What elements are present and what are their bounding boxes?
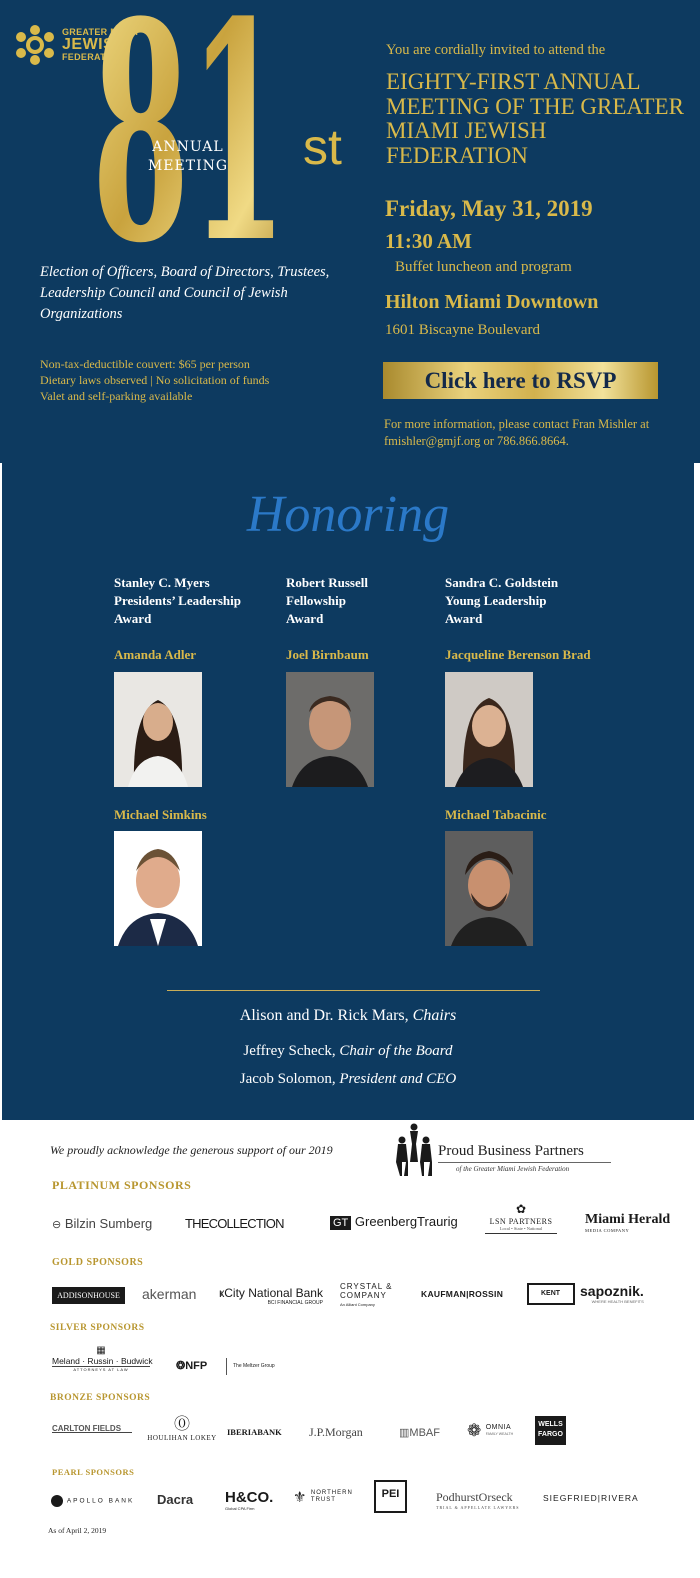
sponsor-logo-mbaf — [399, 1426, 440, 1439]
sponsor-logo-nfp — [176, 1359, 207, 1372]
sponsor-subline: MEDIA COMPANY — [585, 1228, 630, 1233]
sponsor-subline: Global CPA Firm — [225, 1506, 255, 1511]
award-line: Award — [286, 611, 324, 626]
sponsor-name: LSN PARTNERS — [489, 1217, 553, 1226]
annual-line-2: MEETING — [147, 158, 229, 174]
cnb-icon: ҝ — [219, 1286, 225, 1300]
rsvp-button[interactable]: Click here to RSVP — [383, 362, 658, 399]
sponsor-logo-siegfried: SIEGFRIED|RIVERA — [543, 1493, 639, 1503]
sponsor-name: NORTHERN TRUST — [310, 1490, 353, 1503]
chairs-line — [2, 1007, 694, 1025]
silver-label: SILVER SPONSORS — [50, 1323, 145, 1333]
sponsors-section — [0, 1120, 700, 1578]
award-line: Fellowship — [286, 593, 346, 608]
sponsor-name: Meland · Russin · Budwick — [52, 1356, 153, 1366]
sponsor-name: sapoznik. — [580, 1283, 644, 1299]
buffet-line: Buffet luncheon and program — [395, 259, 572, 275]
honoree-name: Amanda Adler — [114, 647, 196, 662]
sponsor-name: OMNIA — [485, 1424, 512, 1431]
sponsor-subline: Local • State • National — [499, 1226, 543, 1231]
meeting-title: EIGHTY-FIRST ANNUAL MEETING OF THE GREATER MIAMI JEWISH FEDERATION — [386, 69, 684, 168]
chairs-role: Chairs — [412, 1007, 457, 1024]
chairs-names: Alison and Dr. Rick Mars, — [239, 1007, 409, 1024]
award-line: Award — [445, 611, 483, 626]
contact-info: For more information, please contact Fran Mishler at fmishler@gmjf.org or 786.866.8664. — [384, 417, 650, 448]
annual-line-1: ANNUAL — [152, 139, 224, 155]
award-line: Young Leadership — [445, 593, 547, 608]
award-myers — [114, 574, 284, 628]
business-partners-icon — [392, 1122, 436, 1176]
as-of-date: As of April 2, 2019 — [48, 1526, 107, 1535]
sponsor-logo-hco — [225, 1489, 273, 1511]
ceo-line — [2, 1071, 694, 1088]
sponsor-subline: ATTORNEYS AT LAW — [52, 1366, 150, 1372]
logo-line-1: GREATER MIAMI — [62, 27, 139, 37]
acknowledgement-text: We proudly acknowledge the generous support of our 2019 — [50, 1143, 333, 1157]
sponsor-logo-addison: ADDISONHOUSE — [52, 1287, 125, 1304]
honoree-photo — [286, 672, 374, 787]
star-logo-icon — [12, 24, 58, 66]
numeral-8: 81 — [92, 0, 287, 255]
venue-address: 1601 Biscayne Boulevard — [385, 322, 540, 338]
ordinal-suffix: st — [303, 119, 342, 175]
annual-meeting-label — [128, 138, 248, 176]
honoree-photo — [114, 831, 202, 946]
sponsor-logo-the-collection: THECOLLECTION — [185, 1216, 284, 1231]
portrait-icon — [445, 831, 533, 946]
partners-title: Proud Business Partners — [438, 1143, 584, 1159]
award-line: Award — [114, 611, 152, 626]
portrait-icon — [114, 831, 202, 946]
sponsor-logo-kent: KENT — [527, 1283, 575, 1305]
sponsor-name: Miami Herald — [585, 1212, 671, 1227]
honoring-section — [2, 463, 694, 1120]
omnia-icon: ❁ — [467, 1421, 482, 1440]
sponsor-logo-sapoznik — [580, 1283, 644, 1304]
northern-trust-icon: ⚜ — [293, 1489, 307, 1506]
portrait-icon — [114, 672, 202, 787]
logo-line-2: JEWISH — [62, 36, 127, 53]
honoree-name: Michael Simkins — [114, 807, 207, 822]
section-divider — [167, 990, 540, 991]
board-chair-line — [2, 1043, 694, 1060]
platinum-label: PLATINUM SPONSORS — [52, 1178, 192, 1192]
sponsor-name: H&CO. — [225, 1489, 274, 1506]
board-chair-role: Chair of the Board — [339, 1043, 453, 1059]
portrait-icon — [445, 672, 533, 787]
honoree-photo — [445, 831, 533, 946]
sponsor-name: City National Bank — [224, 1286, 323, 1300]
sponsor-name: Bilzin Sumberg — [64, 1216, 153, 1231]
ceo-role: President and CEO — [339, 1071, 457, 1087]
sponsor-logo-meland — [52, 1345, 153, 1372]
award-goldstein — [445, 574, 615, 628]
event-date: Friday, May 31, 2019 — [385, 196, 593, 221]
award-line: Robert Russell — [286, 575, 368, 590]
sponsor-name: GreenbergTraurig — [354, 1214, 458, 1229]
dietary-line: Dietary laws observed | No solicitation of funds — [40, 373, 270, 387]
nfp-icon: ❂ — [176, 1360, 186, 1372]
sponsor-name: HOULIHAN LOKEY — [147, 1434, 217, 1442]
sponsor-logo-kaufman: KAUFMAN|ROSSIN — [421, 1289, 504, 1299]
sponsor-subline: FAMILY WEALTH — [485, 1432, 514, 1436]
invite-line: You are cordially invited to attend the — [386, 42, 606, 58]
bilzin-icon: ⊖ — [52, 1219, 62, 1231]
parking-line: Valet and self-parking available — [40, 389, 193, 403]
sponsor-logo-greenberg — [330, 1214, 458, 1230]
event-details — [40, 356, 340, 404]
sponsor-name: PodhurstOrseck — [436, 1490, 513, 1504]
sponsor-logo-pei: PEI — [374, 1480, 407, 1513]
logo-line-3: FEDERATION — [62, 52, 123, 62]
sponsor-subline: WHERE HEALTH BENEFITS — [591, 1299, 644, 1304]
bronze-label: BRONZE SPONSORS — [50, 1393, 151, 1403]
sponsor-logo-iberiabank: IBERIABANK — [227, 1427, 282, 1437]
sponsor-logo-akerman: akerman — [142, 1286, 197, 1302]
sponsor-logo-lsn — [485, 1202, 557, 1239]
board-chair-name: Jeffrey Scheck, — [243, 1043, 336, 1059]
honoring-title: Honoring — [246, 486, 450, 543]
honoree-photo — [114, 672, 202, 787]
sponsor-logo-northern-trust — [293, 1488, 351, 1506]
event-time: 11:30 AM — [385, 229, 472, 253]
partners-subtitle: of the Greater Miami Jewish Federation — [456, 1165, 570, 1173]
sponsor-logo-omnia — [467, 1421, 513, 1441]
sponsor-name: NFP — [185, 1360, 208, 1372]
lsn-rule — [485, 1233, 557, 1239]
sponsor-logo-jpmorgan: J.P.Morgan — [309, 1425, 363, 1439]
honoree-name: Joel Birnbaum — [286, 647, 369, 662]
partners-underline — [438, 1162, 611, 1163]
sponsor-logo-apollo — [51, 1495, 134, 1507]
sponsor-logo-carlton: CARLTON FIELDS — [52, 1425, 132, 1433]
lsn-icon: ✿ — [515, 1202, 527, 1216]
sponsor-subline: TRIAL & APPELLATE LAWYERS — [436, 1505, 520, 1510]
election-text: Election of Officers, Board of Directors, Trustees, Leadership Council and Council of Jewish Organizations — [40, 264, 330, 322]
sponsor-name: MBAF — [409, 1427, 440, 1439]
award-line: Presidents’ Leadership — [114, 593, 241, 608]
mbaf-icon: ▥ — [399, 1427, 410, 1439]
sponsor-logo-meltzer: The Meltzer Group — [226, 1358, 275, 1375]
sponsor-subline: BCI FINANCIAL GROUP — [267, 1300, 323, 1306]
portrait-icon — [286, 672, 374, 787]
sponsor-logo-crystal — [340, 1282, 400, 1309]
honoree-name: Jacqueline Berenson Brad — [445, 647, 591, 662]
meland-icon: ▦ — [96, 1345, 106, 1356]
gold-label: GOLD SPONSORS — [52, 1257, 144, 1268]
honoree-photo — [445, 672, 533, 787]
sponsor-subline: An Alliant Company — [340, 1302, 375, 1307]
sponsor-logo-bilzin — [52, 1216, 152, 1231]
sponsor-logo-houlihan — [146, 1416, 218, 1442]
sponsor-name: CRYSTAL & COMPANY — [340, 1282, 393, 1300]
sponsor-logo-dacra: Dacra — [157, 1492, 194, 1507]
honoree-name: Michael Tabacinic — [445, 807, 547, 822]
award-line: Sandra C. Goldstein — [445, 575, 559, 590]
venue-name: Hilton Miami Downtown — [385, 291, 599, 313]
pearl-label: PEARL SPONSORS — [52, 1467, 135, 1477]
houlihan-icon: ⓪ — [173, 1416, 190, 1433]
award-russell — [286, 574, 456, 628]
award-line: Stanley C. Myers — [114, 575, 210, 590]
invitation-header — [0, 0, 700, 463]
sponsor-logo-podhurst — [436, 1490, 520, 1510]
couvert-line: Non-tax-deductible couvert: $65 per person — [40, 357, 250, 371]
gt-icon: GT — [330, 1216, 351, 1230]
sponsor-logo-city-national — [219, 1286, 323, 1306]
apollo-icon — [51, 1495, 63, 1507]
sponsor-name: APOLLO BANK — [66, 1497, 135, 1505]
sponsor-logo-wells-fargo: WELLS FARGO — [535, 1416, 566, 1445]
ceo-name: Jacob Solomon, — [239, 1071, 336, 1087]
sponsor-logo-miami-herald — [585, 1212, 670, 1233]
